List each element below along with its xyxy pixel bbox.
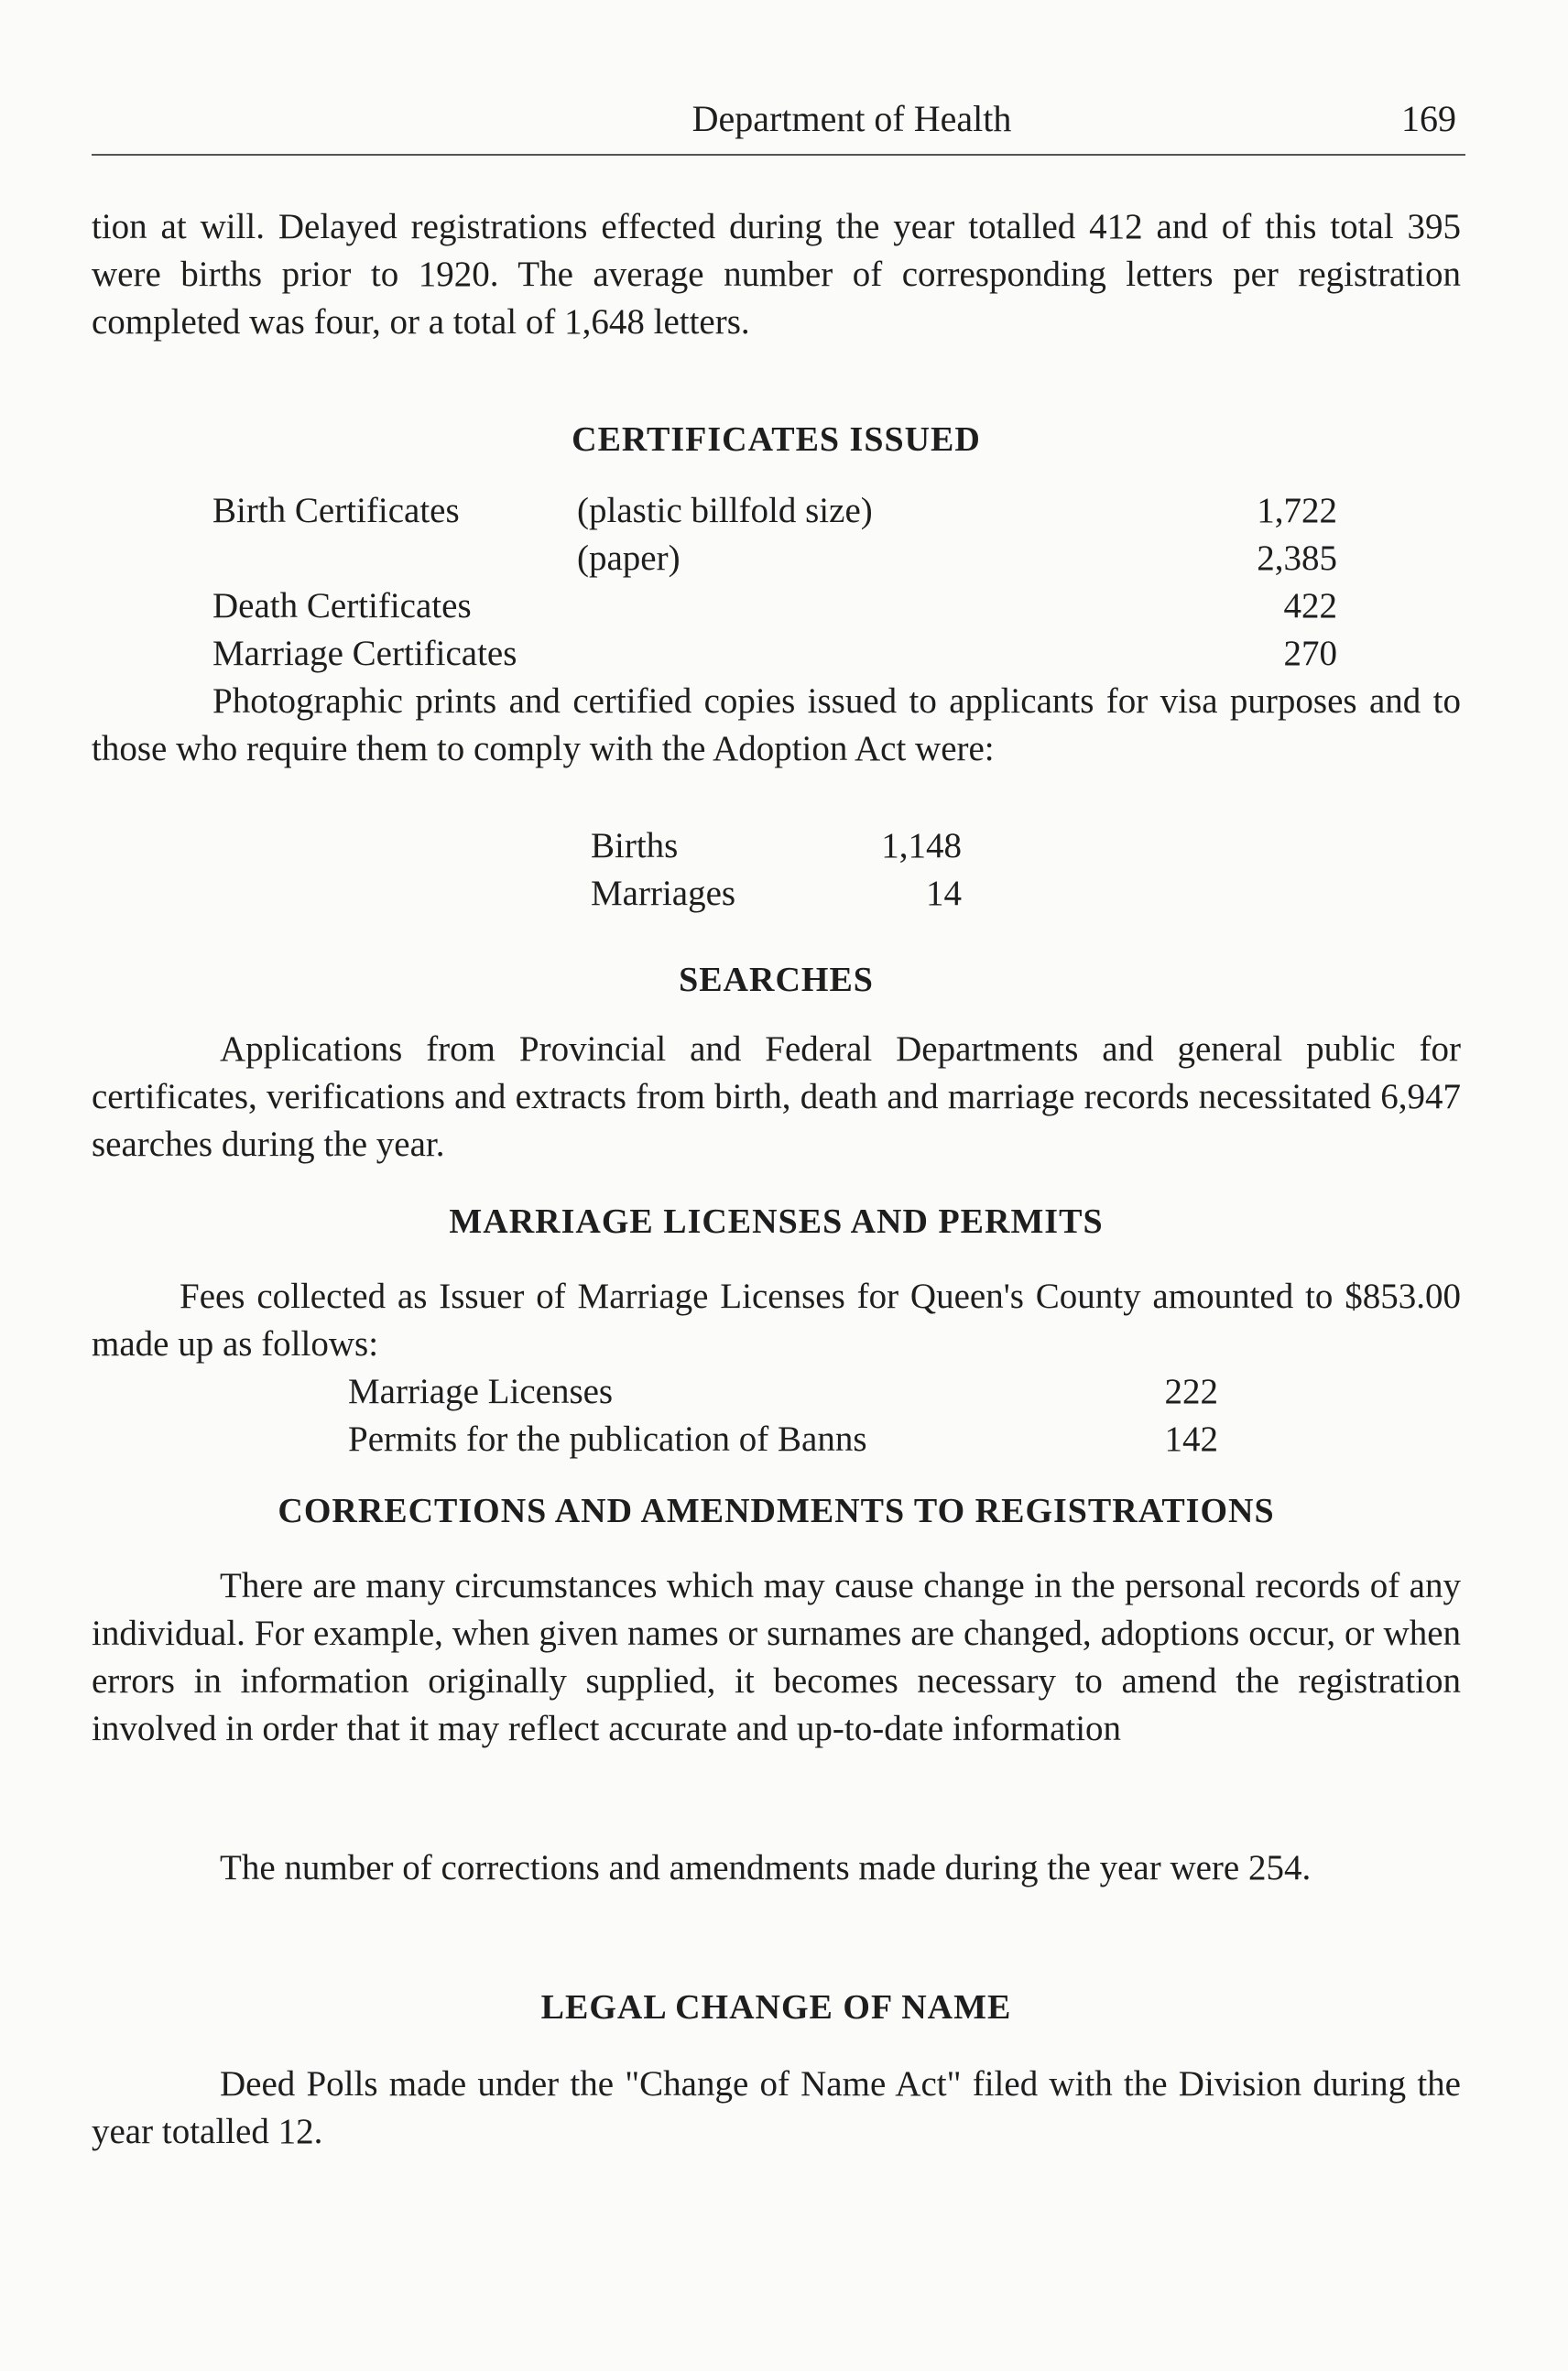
photo-marriages-value: 14 — [926, 874, 962, 913]
cert-birth-sub-paper: (paper) — [577, 538, 681, 578]
cert-birth-sub-plastic: (plastic billfold size) — [577, 491, 873, 530]
searches-paragraph: Applications from Provincial and Federal Departments and general public for certificates, verifications and extracts from birth, death and marriage records necessitated 6,947 searches during the year. — [92, 1029, 1461, 1164]
corrections-count-paragraph: The number of corrections and amendments made during the year were 254. — [220, 1848, 1312, 1887]
cert-birth-label: Birth Certificates — [212, 491, 460, 530]
cert-marriage-value: 270 — [1283, 634, 1337, 673]
licenses-marriage-label: Marriage Licenses — [348, 1372, 614, 1411]
photo-births-label: Births — [591, 826, 679, 865]
cert-birth-paper-value: 2,385 — [1257, 538, 1337, 578]
page-number: 169 — [1401, 98, 1456, 139]
photo-paragraph: Photographic prints and certified copies issued to applicants for visa purposes and to those who require them to comply with the Adoption Act were: — [92, 681, 1461, 768]
licenses-heading: MARRIAGE LICENSES AND PERMITS — [449, 1202, 1104, 1241]
name-change-paragraph: Deed Polls made under the "Change of Name Act" filed with the Division during the year totalled 12. — [92, 2064, 1461, 2151]
photo-births-value: 1,148 — [881, 826, 962, 865]
page-header — [92, 92, 1465, 156]
cert-death-label: Death Certificates — [212, 586, 472, 625]
photo-marriages-label: Marriages — [591, 874, 736, 913]
cert-death-value: 422 — [1283, 586, 1337, 625]
intro-paragraph: tion at will. Delayed registrations effected during the year totalled 412 and of this total 395 were births prior to 1920. The average number of corresponding letters per registration completed was four, or a total of 1,648 letters. — [92, 207, 1461, 342]
licenses-banns-value: 142 — [1164, 1419, 1218, 1459]
licenses-banns-label: Permits for the publication of Banns — [348, 1419, 867, 1459]
cert-marriage-label: Marriage Certificates — [212, 634, 517, 673]
searches-heading: SEARCHES — [679, 961, 874, 999]
licenses-paragraph: Fees collected as Issuer of Marriage Licenses for Queen's County amounted to $853.00 made up as follows: — [92, 1277, 1461, 1364]
certificates-heading: CERTIFICATES ISSUED — [572, 420, 981, 459]
corrections-heading: CORRECTIONS AND AMENDMENTS TO REGISTRATIONS — [278, 1492, 1275, 1530]
licenses-marriage-value: 222 — [1164, 1372, 1218, 1411]
running-title: Department of Health — [691, 98, 1012, 139]
cert-birth-plastic-value: 1,722 — [1257, 491, 1337, 530]
name-change-heading: LEGAL CHANGE OF NAME — [540, 1988, 1012, 2027]
corrections-paragraph: There are many circumstances which may cause change in the personal records of any individual. For example, when given names or surnames are changed, adoptions occur, or when errors in information originally supplied, it becomes necessary to amend the registration involved in order that it may reflect accurate and up-to-date information — [92, 1566, 1461, 1748]
